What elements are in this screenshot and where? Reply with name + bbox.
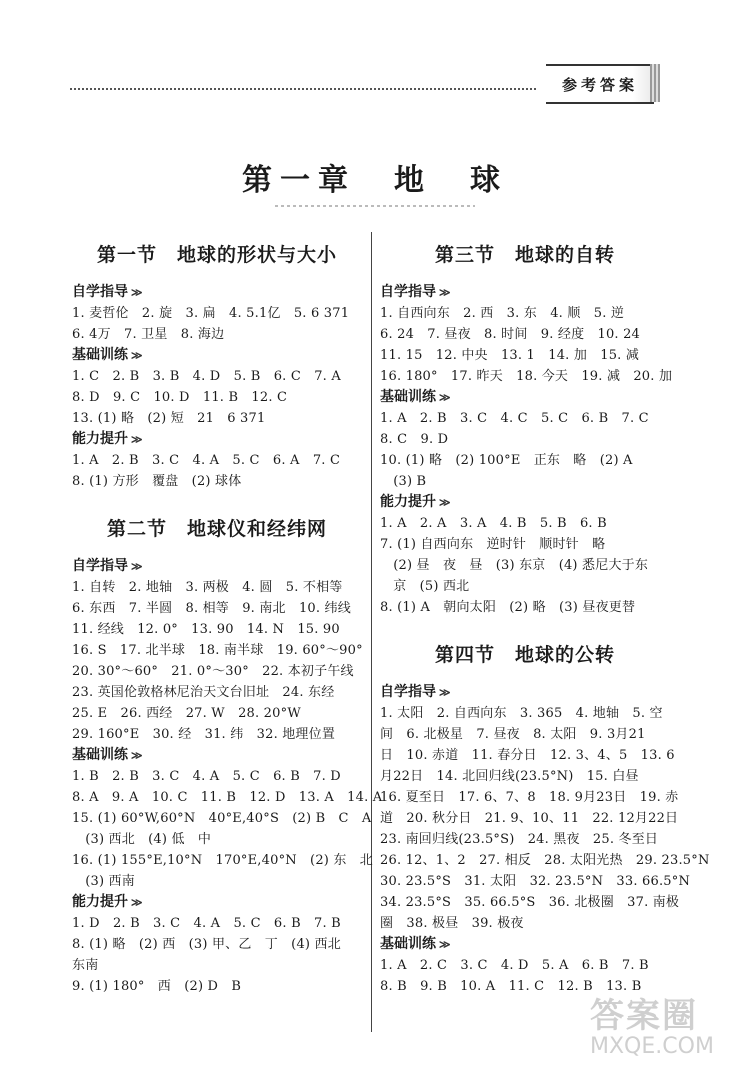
subsection-label: 自学指导	[380, 684, 436, 700]
answer-line: 8. A 9. A 10. C 11. B 12. D 13. A 14. A	[72, 790, 383, 805]
chevron-right-icon: ≫	[439, 391, 451, 404]
answer-line: 16. 180° 17. 昨天 18. 今天 19. 减 20. 加	[380, 369, 673, 384]
page-header	[0, 0, 750, 110]
answer-line: 6. 24 7. 昼夜 8. 时间 9. 经度 10. 24	[380, 327, 641, 342]
answer-line: 1. 自西向东 2. 西 3. 东 4. 顺 5. 逆	[380, 306, 625, 321]
chevron-right-icon: ≫	[439, 286, 451, 299]
chevron-right-icon: ≫	[131, 896, 143, 909]
answer-line: 1. D 2. B 3. C 4. A 5. C 6. B 7. B	[72, 916, 341, 931]
answer-line: 8. (1) A 朝向太阳 (2) 略 (3) 昼夜更替	[380, 600, 636, 615]
answer-line: (2) 昼 夜 昼 (3) 东京 (4) 悉尼大于东	[380, 558, 649, 573]
subsection-heading	[380, 492, 670, 513]
subsection-label: 基础训练	[72, 747, 128, 763]
answer-line: (3) B	[380, 474, 427, 489]
answer-line: 月22日 14. 北回归线(23.5°N) 15. 白昼	[380, 769, 639, 784]
answer-line: 1. 太阳 2. 自西向东 3. 365 4. 地轴 5. 空	[380, 706, 663, 721]
answer-line: 16. (1) 155°E,10°N 170°E,40°N (2) 东 北	[72, 853, 374, 868]
answer-line: (3) 西北 (4) 低 中	[72, 832, 212, 847]
section-number: 第一节	[96, 244, 157, 266]
column-divider	[371, 232, 372, 1032]
section-name: 地球的形状与大小	[177, 244, 338, 266]
answer-line: 1. C 2. B 3. B 4. D 5. B 6. C 7. A	[72, 369, 341, 384]
section-title	[380, 240, 670, 270]
answer-line: 间 6. 北极星 7. 昼夜 8. 太阳 9. 3月21	[380, 727, 646, 742]
section-number: 第二节	[106, 518, 167, 540]
subsection-label: 自学指导	[72, 284, 128, 300]
section-title	[72, 240, 362, 270]
section-title	[72, 514, 362, 544]
answer-line: 11. 经线 12. 0° 13. 90 14. N 15. 90	[72, 622, 340, 637]
answer-line: 23. 南回归线(23.5°S) 24. 黑夜 25. 冬至日	[380, 832, 659, 847]
answer-line: 20. 30°～60° 21. 0°～30° 22. 本初子午线	[72, 664, 354, 679]
section-name: 地球的公转	[515, 644, 616, 666]
section-gap	[72, 492, 362, 514]
answer-line: 1. A 2. B 3. C 4. C 5. C 6. B 7. C	[380, 411, 649, 426]
answer-line: (3) 西南	[72, 874, 135, 889]
watermark	[590, 998, 750, 1067]
subsection-label: 基础训练	[380, 389, 436, 405]
subsection-label: 自学指导	[380, 284, 436, 300]
subsection-heading	[380, 682, 670, 703]
answer-line: 16. 夏至日 17. 6、7、8 18. 9月23日 19. 赤	[380, 790, 679, 805]
subsection-heading	[72, 429, 362, 450]
answer-line: 圈 38. 极昼 39. 极夜	[380, 916, 524, 931]
answer-line: 京 (5) 西北	[380, 579, 470, 594]
chevron-right-icon: ≫	[131, 286, 143, 299]
left-column	[72, 240, 383, 997]
header-dotted-rule	[70, 88, 536, 90]
subsection-label: 自学指导	[72, 558, 128, 574]
answer-line: 34. 23.5°S 35. 66.5°S 36. 北极圈 37. 南极	[380, 895, 680, 910]
answer-line: 6. 4万 7. 卫星 8. 海边	[72, 327, 225, 342]
answer-line: 26. 12、1、2 27. 相反 28. 太阳光热 29. 23.5°N	[380, 853, 710, 868]
answer-line: 10. (1) 略 (2) 100°E 正东 略 (2) A	[380, 453, 633, 468]
chapter-title: 第一章 地 球	[0, 155, 750, 207]
answer-line: 29. 160°E 30. 经 31. 纬 32. 地理位置	[72, 727, 336, 742]
answer-line: 1. 麦哲伦 2. 旋 3. 扁 4. 5.1亿 5. 6 371	[72, 306, 350, 321]
chevron-right-icon: ≫	[439, 938, 451, 951]
answer-line: 东南	[72, 958, 99, 973]
answer-line: 13. (1) 略 (2) 短 21 6 371	[72, 411, 266, 426]
subsection-heading	[72, 556, 362, 577]
answer-line: 日 10. 赤道 11. 春分日 12. 3、4、5 13. 6	[380, 748, 675, 763]
subsection-heading	[72, 892, 362, 913]
answer-line: 25. E 26. 西经 27. W 28. 20°W	[72, 706, 301, 721]
chevron-right-icon: ≫	[131, 433, 143, 446]
answer-line: 30. 23.5°S 31. 太阳 32. 23.5°N 33. 66.5°N	[380, 874, 691, 889]
section-name: 地球仪和经纬网	[187, 518, 328, 540]
answer-line: 11. 15 12. 中央 13. 1 14. 加 15. 减	[380, 348, 640, 363]
answer-line: 道 20. 秋分日 21. 9、10、11 22. 12月22日	[380, 811, 679, 826]
section-number: 第四节	[434, 644, 495, 666]
subsection-label: 能力提升	[380, 494, 436, 510]
answer-line: 8. (1) 方形 覆盘 (2) 球体	[72, 474, 242, 489]
answer-line: 1. A 2. B 3. C 4. A 5. C 6. A 7. C	[72, 453, 341, 468]
subsection-heading	[72, 745, 362, 766]
answer-line: 7. (1) 自西向东 逆时针 顺时针 略	[380, 537, 606, 552]
chevron-right-icon: ≫	[131, 560, 143, 573]
chevron-right-icon: ≫	[439, 496, 451, 509]
subsection-heading	[72, 345, 362, 366]
answer-line: 16. S 17. 北半球 18. 南半球 19. 60°～90°	[72, 643, 363, 658]
answer-line: 1. B 2. B 3. C 4. A 5. C 6. B 7. D	[72, 769, 341, 784]
subsection-label: 基础训练	[72, 347, 128, 363]
watermark-top: 答案圈	[590, 996, 698, 1036]
answer-line: 1. A 2. A 3. A 4. B 5. B 6. B	[380, 516, 607, 531]
answer-line: 1. A 2. C 3. C 4. D 5. A 6. B 7. B	[380, 958, 649, 973]
answer-line: 9. (1) 180° 西 (2) D B	[72, 979, 242, 994]
header-tab-label: 参考答案	[561, 75, 638, 94]
chevron-right-icon: ≫	[131, 749, 143, 762]
answer-line: 6. 东西 7. 半圆 8. 相等 9. 南北 10. 纬线	[72, 601, 351, 616]
subsection-heading	[380, 387, 670, 408]
answer-line: 8. D 9. C 10. D 11. B 12. C	[72, 390, 288, 405]
subsection-heading	[72, 282, 362, 303]
subsection-label: 能力提升	[72, 894, 128, 910]
section-title	[380, 640, 670, 670]
chevron-right-icon: ≫	[439, 686, 451, 699]
subsection-label: 能力提升	[72, 431, 128, 447]
header-tab	[546, 64, 654, 104]
subsection-heading	[380, 282, 670, 303]
chevron-right-icon: ≫	[131, 349, 143, 362]
section-name: 地球的自转	[515, 244, 616, 266]
answer-line: 8. B 9. B 10. A 11. C 12. B 13. B	[380, 979, 642, 994]
answer-line: 15. (1) 60°W,60°N 40°E,40°S (2) B C A	[72, 811, 372, 826]
answer-line: 1. 自转 2. 地轴 3. 两极 4. 圆 5. 不相等	[72, 580, 343, 595]
subsection-label: 基础训练	[380, 936, 436, 952]
answer-line: 23. 英国伦敦格林尼治天文台旧址 24. 东经	[72, 685, 335, 700]
answer-line: 8. C 9. D	[380, 432, 449, 447]
right-column	[380, 240, 710, 997]
subsection-heading	[380, 934, 670, 955]
answer-line: 8. (1) 略 (2) 西 (3) 甲、乙 丁 (4) 西北	[72, 937, 341, 952]
section-gap	[380, 618, 670, 640]
watermark-bottom: MXQE.COM	[590, 1034, 714, 1059]
section-number: 第三节	[434, 244, 495, 266]
